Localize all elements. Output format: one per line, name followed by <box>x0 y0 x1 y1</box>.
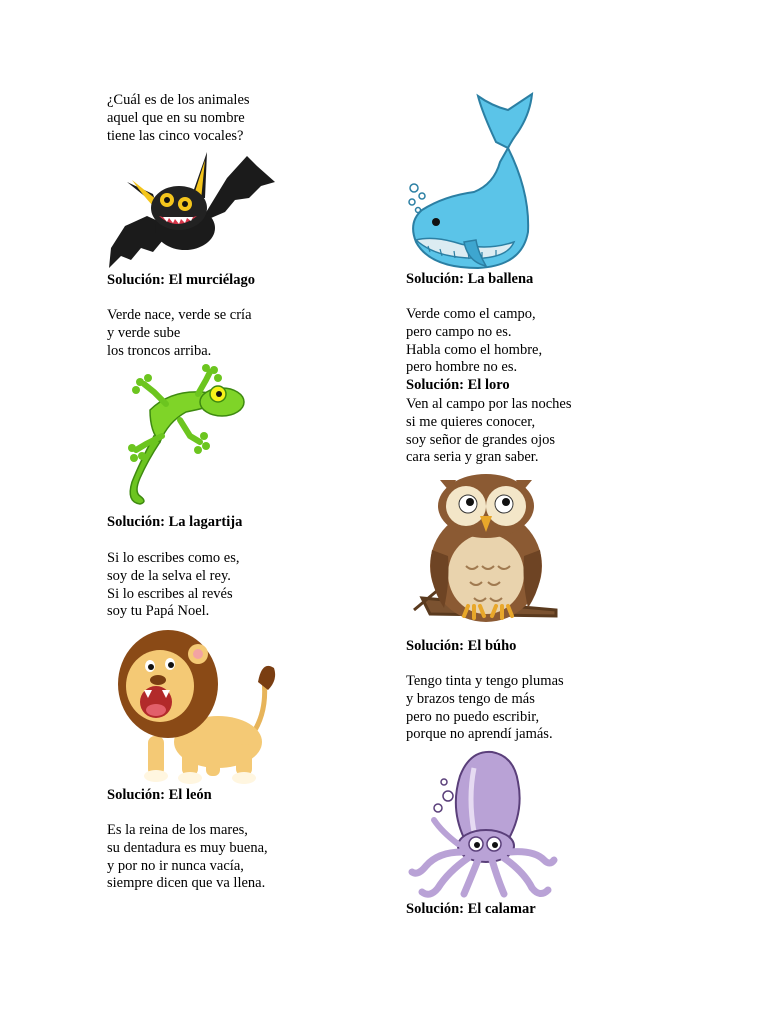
bat-icon <box>107 148 279 270</box>
riddle-squid <box>406 673 564 744</box>
riddle-line: Si lo escribes como es, <box>107 550 240 566</box>
riddle-line: soy señor de grandes ojos <box>406 431 556 448</box>
riddle-line: Habla como el hombre, <box>406 341 543 358</box>
riddle-line: Tengo tinta y tengo plumas <box>406 673 564 689</box>
riddle-line: tiene las cinco vocales? <box>107 127 244 144</box>
lion-icon <box>108 620 280 786</box>
riddle-owl <box>406 396 572 467</box>
riddle-line: y brazos tengo de más <box>406 690 535 707</box>
solution-lizard: Solución: La lagartija <box>107 514 243 530</box>
riddle-lion <box>107 550 240 621</box>
riddle-line: porque no aprendí jamás. <box>406 726 553 743</box>
riddle-line: los troncos arriba. <box>107 342 212 359</box>
lizard-icon <box>110 362 250 512</box>
riddle-line: su dentadura es muy buena, <box>107 839 268 856</box>
riddle-line: Verde como el campo, <box>406 306 536 322</box>
riddle-line: siempre dicen que va llena. <box>107 875 266 892</box>
solution-squid: Solución: El calamar <box>406 901 536 917</box>
whale-icon <box>404 92 540 270</box>
riddle-lizard <box>107 307 252 360</box>
solution-lion: Solución: El león <box>107 787 212 803</box>
solution-parrot: Solución: El loro <box>406 377 510 394</box>
riddle-line: pero campo no es. <box>406 323 512 340</box>
riddle-line: cara seria y gran saber. <box>406 449 539 466</box>
squid-icon <box>408 748 558 900</box>
riddle-line: Si lo escribes al revés <box>107 585 233 602</box>
riddle-bat <box>107 92 250 145</box>
solution-bat: Solución: El murciélago <box>107 272 255 288</box>
solution-whale: Solución: La ballena <box>406 271 534 287</box>
riddle-line: soy de la selva el rey. <box>107 567 231 584</box>
owl-icon <box>410 470 560 636</box>
riddle-whale <box>107 822 268 893</box>
riddle-line: pero no puedo escribir, <box>406 708 540 725</box>
riddle-line: y verde sube <box>107 324 181 341</box>
riddle-line: Verde nace, verde se cría <box>107 307 252 323</box>
riddle-line: si me quieres conocer, <box>406 413 536 430</box>
riddle-line: ¿Cuál es de los animales <box>107 92 250 108</box>
solution-owl: Solución: El búho <box>406 638 517 654</box>
riddle-line: y por no ir nunca vacía, <box>107 857 244 874</box>
riddle-line: Es la reina de los mares, <box>107 822 248 838</box>
riddle-line: aquel que en su nombre <box>107 109 245 126</box>
riddle-line: Ven al campo por las noches <box>406 396 572 412</box>
riddle-line: soy tu Papá Noel. <box>107 603 210 620</box>
riddle-line: pero hombre no es. <box>406 359 518 376</box>
riddle-parrot <box>406 306 542 395</box>
